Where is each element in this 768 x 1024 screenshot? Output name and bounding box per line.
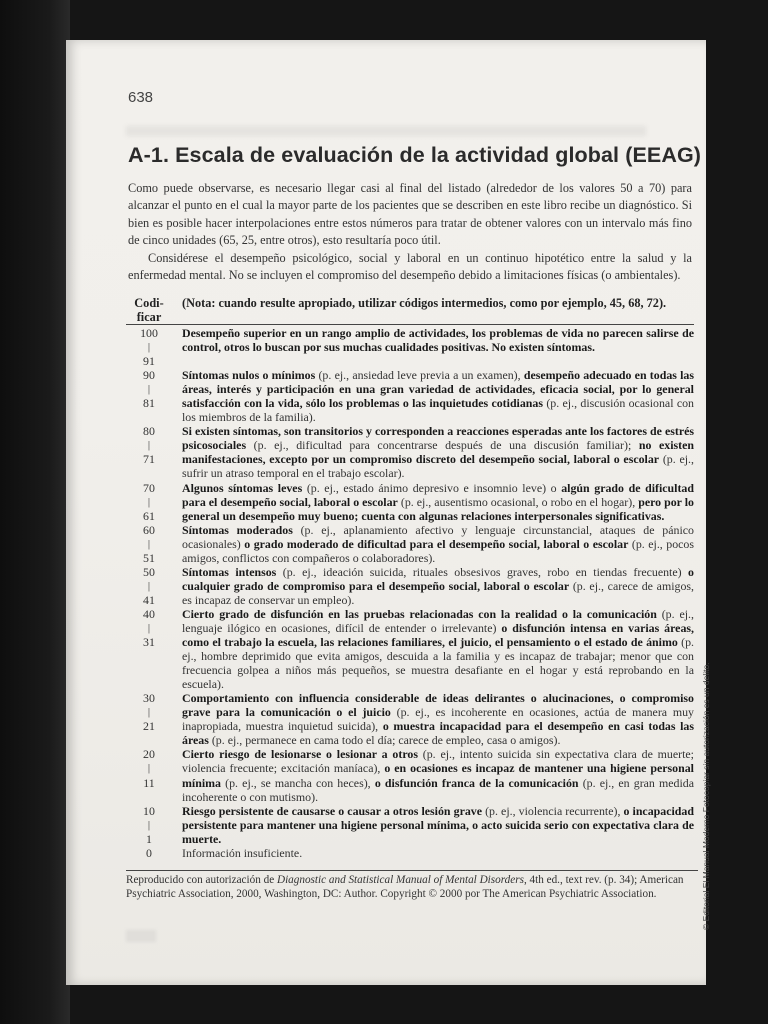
range-bar: | <box>147 341 151 354</box>
gaf-description: Síntomas moderados (p. ej., aplanamiento afectivo y lenguaje circunstancial, ataques de pánico ocasionales) o grado moderado de dificultad para el desempeño social, laboral o escolar (p. ej., pocos amigos, conflictos con compañeros o colaboradores). <box>182 522 694 565</box>
range-bar: | <box>147 537 151 550</box>
gaf-description: Información insuficiente. <box>182 845 303 860</box>
gaf-description: Algunos síntomas leves (p. ej., estado ánimo depresivo e insomnio leve) o algún grado de dificultad para el desempeño social, laboral o escolar (p. ej., ausentismo ocasional, o robo en el hogar), pero por lo general un desempeño muy bueno; cuenta con algunas relaciones interpersonales significativas. <box>182 480 694 523</box>
gaf-row <box>126 691 694 747</box>
gaf-range-code <box>126 607 172 691</box>
header-note: (Nota: cuando resulte apropiado, utilizar códigos intermedios, como por ejemplo, 45, 68, 72). <box>182 296 667 310</box>
intro-text <box>128 180 692 284</box>
range-value: 90 <box>143 368 155 383</box>
gaf-description: Desempeño superior en un rango amplio de actividades, los problemas de vida no parecen salirse de control, otros lo buscan por sus muchas cualidades positivas. No existen síntomas. <box>182 326 694 355</box>
range-value: 40 <box>143 606 155 621</box>
page-title: A-1. Escala de evaluación de la actividad global (EEAG) <box>128 143 702 167</box>
intro-paragraph-1: Como puede observarse, es necesario llegar casi al final del listado (alrededor de los valores 50 a 70) para alcanzar el punto en el cual la mayor parte de los pacientes que se describen en este libro recibe un diagnóstico. Si bien es posible hacer interpolaciones entre estos números para tratar de obtener valores con un intervalo más fino de cinco unidades (65, 25, entre otros), esto resultaría poco útil. <box>128 181 692 248</box>
gaf-description: Comportamiento con influencia considerable de ideas delirantes o alucinaciones, o compromiso grave para la comunicación o el juicio (p. ej., es incoherente en ocasiones, actúa de manera muy inapropiada, muestra inquietud suicida), o muestra incapacidad para el desempeño en casi todas las áreas (p. ej., permanece en cama todo el día; carece de empleo, casa o amigos). <box>182 691 695 748</box>
gaf-range-code <box>126 747 172 803</box>
range-bar: | <box>147 706 151 719</box>
gaf-description: Riesgo persistente de causarse o causar a otros lesión grave (p. ej., violencia recurrente), o incapacidad persistente para mantener una higiene personal mínima, o acto suicida serio con expectativa clara de muerte. <box>182 803 694 846</box>
range-value: 61 <box>143 508 155 523</box>
range-value: 81 <box>143 396 155 411</box>
range-value: 50 <box>143 564 155 579</box>
gaf-row <box>126 846 694 860</box>
range-value: 100 <box>140 326 158 340</box>
gaf-description: Si existen síntomas, son transitorios y corresponden a reacciones esperadas ante los factores de estrés psicosociales (p. ej., dificultad para concentrarse después de una discusión familiar); no existen manifestaciones, excepto por un compromiso discreto del desempeño social, laboral o escolar (p. ej., sufrir un atraso temporal en el trabajo escolar). <box>182 424 694 481</box>
intro-paragraph-2: Considérese el desempeño psicológico, social y laboral en un continuo hipotético entre la salud y la enfermedad mental. No se incluyen el compromiso del desempeño debido a limitaciones físicas (o ambientales). <box>128 250 692 283</box>
bleed-through-band <box>126 126 646 136</box>
document-page <box>66 40 711 985</box>
range-bar: | <box>147 621 151 634</box>
gaf-table-body <box>126 326 694 860</box>
gaf-row <box>126 747 694 803</box>
range-bar: | <box>147 495 151 508</box>
range-bar: | <box>147 818 151 831</box>
gaf-row <box>126 326 694 368</box>
range-bar: | <box>147 762 151 775</box>
scan-left-edge <box>0 0 70 1024</box>
range-value: 0 <box>146 845 152 860</box>
range-value: 71 <box>143 452 155 467</box>
range-value: 10 <box>143 803 155 818</box>
gaf-range-code <box>126 523 172 565</box>
gaf-range-code <box>126 804 172 846</box>
gaf-description: Cierto riesgo de lesionarse o lesionar a otros (p. ej., intento suicida sin expectativa clara de muerte; violencia frecuente; excitación maníaca), o en ocasiones es incapaz de mantener una higiene personal mínima (p. ej., se mancha con heces), o disfunción franca de la comunicación (p. ej., en gran medida incoherente o con mutismo). <box>182 747 695 804</box>
gaf-range-code <box>126 326 172 368</box>
side-credit-text: © Editorial El Manual Moderno Fotocopiar sin autorización es un delito. <box>701 662 711 930</box>
gaf-range-code <box>126 481 172 523</box>
range-value: 60 <box>143 522 155 537</box>
gaf-description: Síntomas intensos (p. ej., ideación suicida, rituales obsesivos graves, robo en tiendas frecuente) o cualquier grado de compromiso para el desempeño social, laboral o escolar (p. ej., carece de amigos, es incapaz de conservar un empleo). <box>182 564 694 607</box>
source-footnote: Reproducido con autorización de Diagnostic and Statistical Manual of Mental Disorders, 4th ed., text rev. (p. 34); American Psychiatric Association, 2000, Washington, DC: Author. Copyright © 2000 por The American Psychiatric Association. <box>126 870 698 901</box>
range-bar: | <box>147 383 151 396</box>
gaf-row <box>126 607 694 691</box>
gaf-row <box>126 424 694 480</box>
header-code-line: ficar <box>136 310 162 324</box>
header-rule <box>126 324 694 325</box>
page-number: 638 <box>128 89 154 106</box>
range-value: 80 <box>143 424 155 439</box>
range-value: 41 <box>143 592 155 607</box>
gaf-row <box>126 481 694 523</box>
range-bar: | <box>147 439 151 452</box>
range-value: 20 <box>143 747 155 762</box>
gaf-description: Síntomas nulos o mínimos (p. ej., ansiedad leve previa a un examen), desempeño adecuado en todas las áreas, interés y participación en una gran variedad de actividades, eficacia social, por lo general satisfacción con la vida, sólo los problemas o las inquietudes cotidianas (p. ej., discusión ocasional con los miembros de la familia). <box>182 368 694 425</box>
gaf-range-code <box>126 424 172 480</box>
gaf-row <box>126 565 694 607</box>
gaf-row <box>126 804 694 846</box>
gaf-row <box>126 523 694 565</box>
range-value: 1 <box>146 831 152 846</box>
gaf-range-code <box>126 565 172 607</box>
gaf-range-code <box>126 691 172 747</box>
gaf-range-code <box>126 368 172 424</box>
header-code-line: Codi- <box>134 296 164 310</box>
bleed-through-mark <box>126 930 156 942</box>
gaf-range-code <box>126 846 172 860</box>
range-value: 91 <box>143 354 155 369</box>
table-header <box>126 296 694 322</box>
range-value: 31 <box>143 635 155 650</box>
range-value: 30 <box>143 691 155 706</box>
header-code-label <box>126 296 172 324</box>
range-value: 11 <box>143 775 155 790</box>
range-value: 51 <box>143 550 155 565</box>
range-value: 21 <box>143 719 155 734</box>
range-bar: | <box>147 579 151 592</box>
gaf-description: Cierto grado de disfunción en las pruebas relacionadas con la realidad o la comunicación (p. ej., lenguaje ilógico en ocasiones, difícil de entender o irrelevante) o disfunción intensa en varias áreas, como el trabajo la escuela, las relaciones familiares, el juicio, el pensamiento o el estado de ánimo (p. ej., hombre deprimido que evita amigos, descuida a la familia y es incapaz de trabajar; menor que con frecuencia golpea a niños más pequeños, se muestra desafiante en el hogar y está reprobando en la escuela). <box>182 606 694 692</box>
range-value: 70 <box>143 480 155 495</box>
gaf-row <box>126 368 694 424</box>
